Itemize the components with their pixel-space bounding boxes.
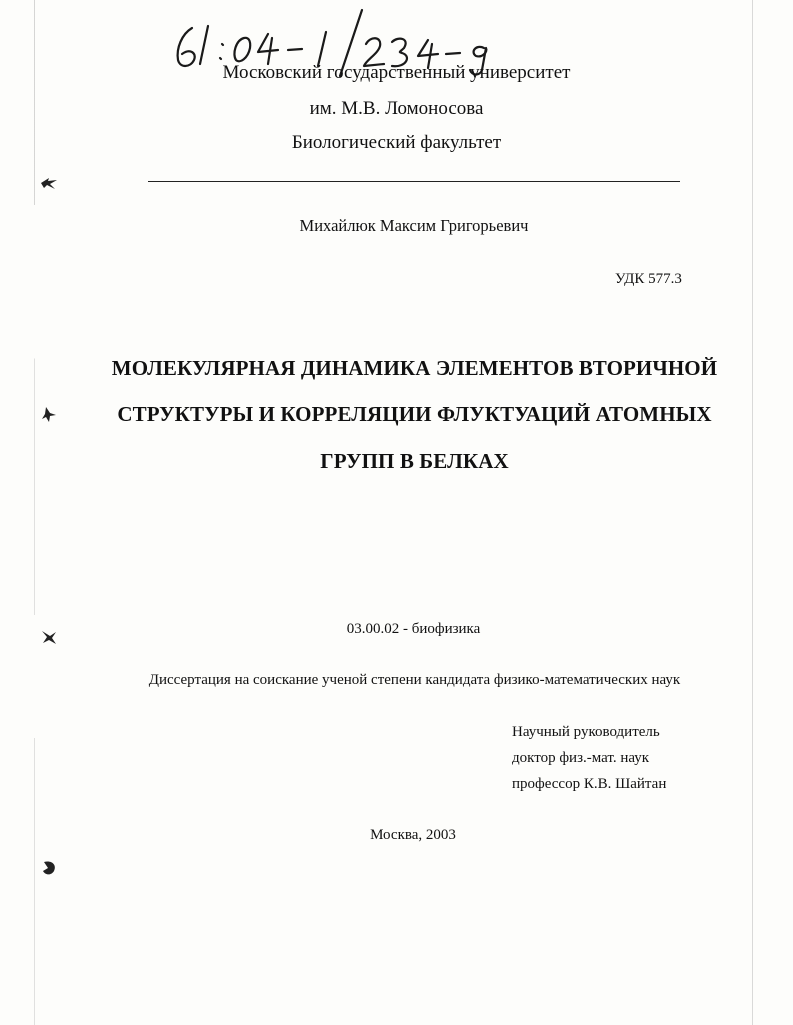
dissertation-type: Диссертация на соискание ученой степени кандидата физико-математических наук	[148, 672, 681, 688]
title-line-1: МОЛЕКУЛЯРНАЯ ДИНАМИКА ЭЛЕМЕНТОВ ВТОРИЧНОЙ	[111, 356, 718, 380]
udc-code: УДК 577.3	[615, 271, 682, 287]
faculty-name: Биологический факультет	[291, 132, 502, 153]
scan-edge-left	[34, 0, 35, 1025]
author-name: Михайлюк Максим Григорьевич	[299, 216, 529, 235]
city-year: Москва, 2003	[370, 827, 456, 843]
binding-mark-icon	[38, 626, 60, 648]
supervisor-role: Научный руководитель	[512, 724, 660, 740]
binding-mark-icon	[38, 172, 60, 194]
header-divider	[148, 181, 680, 182]
binding-mark-icon	[38, 403, 60, 425]
binding-mark-icon	[38, 857, 60, 879]
university-honorific: им. М.В. Ломоносова	[309, 98, 484, 119]
title-line-3: ГРУПП В БЕЛКАХ	[320, 449, 509, 473]
title-line-2: СТРУКТУРЫ И КОРРЕЛЯЦИИ ФЛУКТУАЦИЙ АТОМНЫХ	[117, 402, 712, 426]
scan-edge-right	[752, 0, 753, 1025]
supervisor-name: профессор К.В. Шайтан	[512, 776, 667, 792]
supervisor-degree: доктор физ.-мат. наук	[512, 750, 650, 766]
university-name: Московский государственный университет	[222, 62, 571, 83]
specialty-code: 03.00.02 - биофизика	[346, 621, 481, 637]
